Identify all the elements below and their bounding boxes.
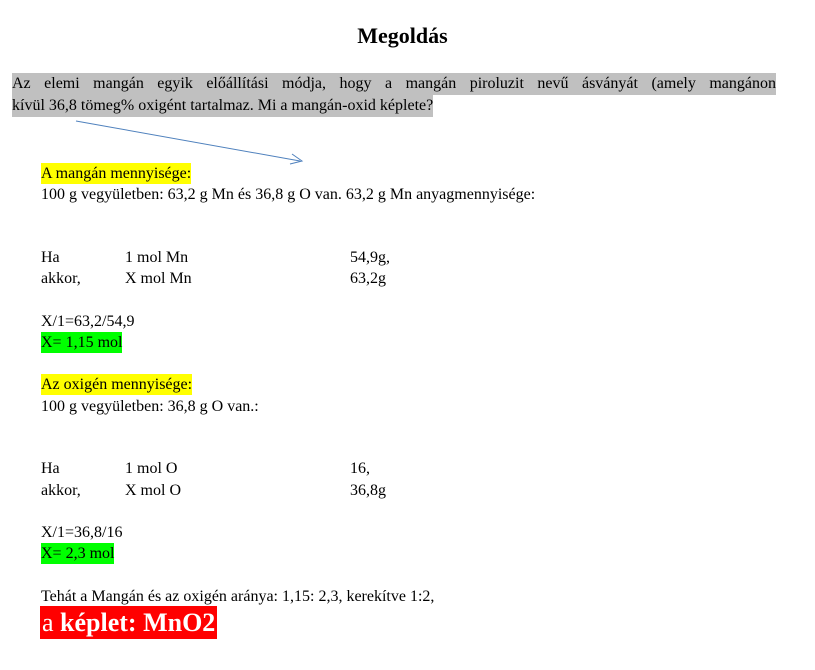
manganese-result: X= 1,15 mol <box>41 334 123 351</box>
oxygen-heading: Az oxigén mennyisége: <box>41 376 193 393</box>
question-line-2: kívül 36,8 tömeg% oxigént tartalmaz. Mi a mangán-oxid képlete? <box>12 95 433 117</box>
oxygen-row1-amount: 1 mol O <box>125 460 178 477</box>
formula-prefix: a <box>42 608 54 637</box>
oxygen-row1-mass: 16, <box>350 460 370 477</box>
manganese-row1-label: Ha <box>41 249 60 266</box>
oxygen-row2-label: akkor, <box>41 482 81 499</box>
ratio-conclusion: Tehát a Mangán és az oxigén aránya: 1,15: 2,3, kerekítve 1:2, <box>41 588 435 605</box>
manganese-row2-amount: X mol Mn <box>125 270 192 287</box>
oxygen-row2-mass: 36,8g <box>350 482 386 499</box>
formula-result <box>40 606 217 639</box>
question-text <box>12 73 776 117</box>
manganese-row2-mass: 63,2g <box>350 270 386 287</box>
manganese-statement: 100 g vegyületben: 63,2 g Mn és 36,8 g O van. 63,2 g Mn anyagmennyisége: <box>41 186 536 203</box>
page-title: Megoldás <box>357 23 448 48</box>
question-line-1: Az elemi mangán egyik előállítási módja, hogy a mangán piroluzit nevű ásványát (amely mangánon <box>12 73 776 95</box>
oxygen-row2-amount: X mol O <box>125 482 181 499</box>
manganese-equation: X/1=63,2/54,9 <box>41 313 135 330</box>
formula-text: képlet: MnO2 <box>60 608 216 637</box>
manganese-row2-label: akkor, <box>41 270 81 287</box>
oxygen-result: X= 2,3 mol <box>41 545 115 562</box>
manganese-heading: A mangán mennyisége: <box>41 165 192 182</box>
oxygen-row1-label: Ha <box>41 460 60 477</box>
oxygen-statement: 100 g vegyületben: 36,8 g O van.: <box>41 398 259 415</box>
manganese-row1-mass: 54,9g, <box>350 249 390 266</box>
manganese-row1-amount: 1 mol Mn <box>125 249 189 266</box>
oxygen-equation: X/1=36,8/16 <box>41 524 123 541</box>
